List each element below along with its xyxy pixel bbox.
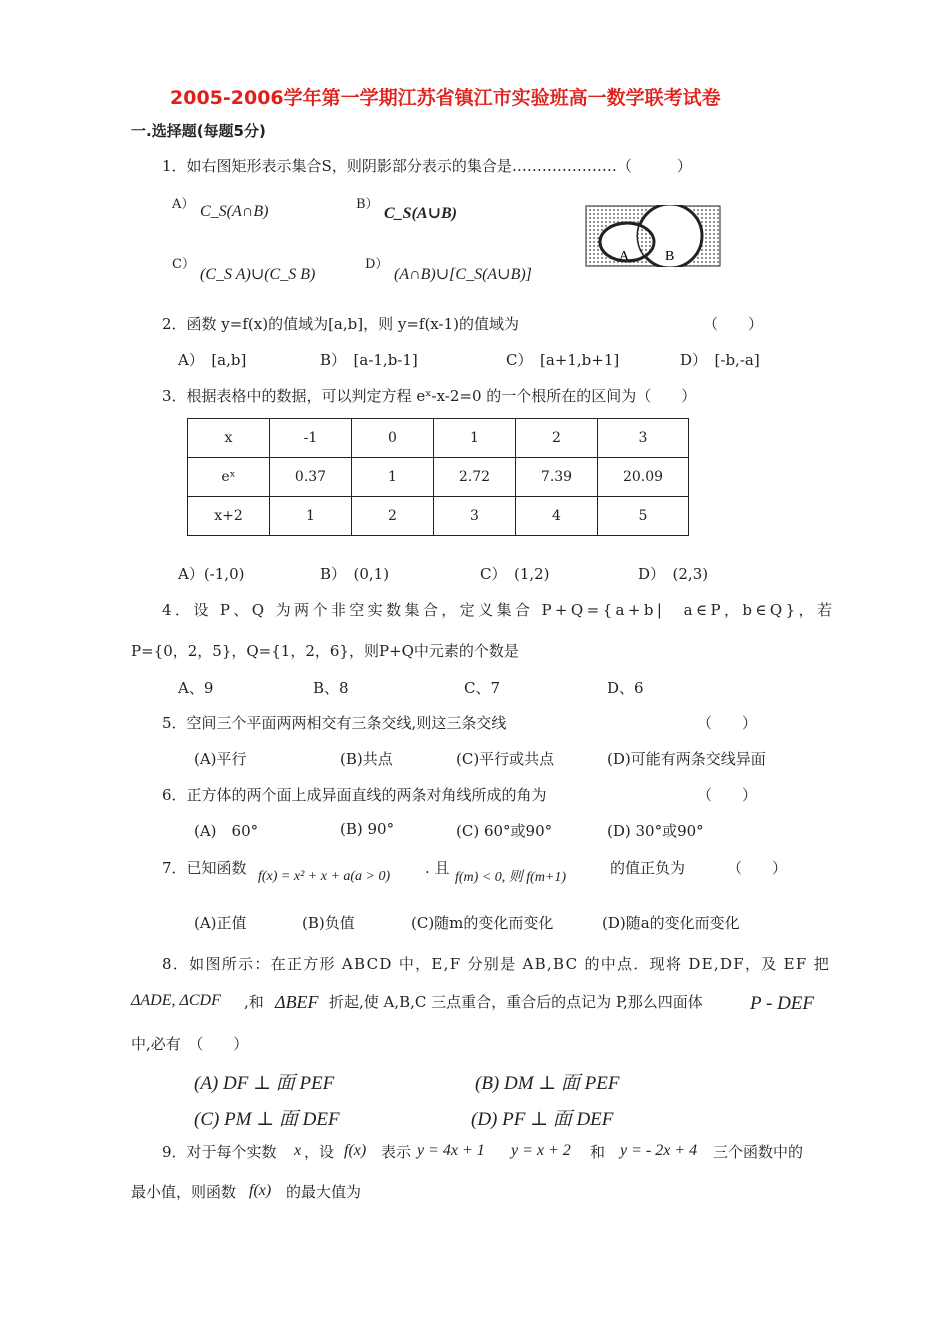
q2-option-b: B） [a-1,b-1]	[320, 351, 418, 369]
q6-option-a: (A) 60°	[194, 822, 259, 840]
venn-label-b: B	[665, 249, 675, 264]
table-cell: -1	[270, 419, 352, 458]
q2-option-d: D） [-b,-a]	[680, 351, 760, 369]
table-cell: 20.09	[598, 458, 689, 497]
q1-label-a: A）	[172, 197, 195, 212]
q1-option-c: (C_S A)∪(C_S B)	[200, 266, 316, 283]
q5-option-d: (D)可能有两条交线异面	[607, 750, 766, 768]
page-title: 2005-2006学年第一学期江苏省镇江市实验班高一数学联考试卷	[170, 87, 721, 109]
q6-option-d: (D) 30°或90°	[607, 822, 704, 840]
q8-option-a: (A) DF ⊥ 面 PEF	[194, 1073, 335, 1094]
q8-option-b: (B) DM ⊥ 面 PEF	[475, 1073, 620, 1094]
q9-x: x	[294, 1142, 302, 1159]
q1-option-b: C_S(A∪B)	[384, 205, 457, 222]
venn-diagram	[585, 205, 721, 267]
q6-paren: （ ）	[697, 786, 758, 804]
q9-represent: 表示	[381, 1143, 412, 1161]
table-cell: eˣ	[188, 458, 270, 497]
table-cell: 2.72	[434, 458, 516, 497]
q7-condition: f(m) < 0, 则 f(m+1)	[455, 870, 567, 885]
q2-paren: （ ）	[703, 315, 764, 333]
table-cell: 5	[598, 497, 689, 536]
q7-mid: . 且	[425, 859, 450, 877]
q1-label-c: C）	[172, 257, 195, 272]
question-6: 6．正方体的两个面上成异面直线的两条对角线所成的角为	[162, 786, 547, 804]
table-cell: x	[188, 419, 270, 458]
table-row	[188, 419, 689, 458]
q8-option-d: (D) PF ⊥ 面 DEF	[471, 1109, 614, 1130]
section-heading: 一.选择题(每题5分)	[131, 122, 266, 140]
q8-triangle-bef: ΔBEF	[275, 992, 319, 1012]
q1-label-b: B）	[356, 197, 379, 212]
q7-paren: （ ）	[727, 859, 788, 877]
q7-suffix: 的值正负为	[610, 859, 686, 877]
table-cell: x+2	[188, 497, 270, 536]
table-cell: 2	[516, 419, 598, 458]
q5-option-b: (B)共点	[340, 750, 393, 768]
q9-function-1: y = 4x + 1	[417, 1142, 485, 1159]
question-8-line1: 8．如图所示：在正方形 ABCD 中，E,F 分别是 AB,BC 的中点．现将 DE,DF，及 EF 把	[162, 955, 830, 973]
question-4-line1: 4．设 P、Q 为两个非空实数集合，定义集合 P+Q={a+b| a∈P，b∈Q}，若	[162, 601, 836, 619]
q8-triangles: ΔADE, ΔCDF	[131, 992, 221, 1009]
q2-option-a: A） [a,b]	[178, 351, 247, 369]
table-cell: 0	[352, 419, 434, 458]
q5-option-a: (A)平行	[194, 750, 247, 768]
q7-option-a: (A)正值	[194, 914, 247, 932]
q2-option-c: C） [a+1,b+1]	[506, 351, 620, 369]
q7-option-d: (D)随a的变化而变化	[602, 914, 740, 932]
table-cell: 1	[270, 497, 352, 536]
q6-option-b: (B) 90°	[340, 820, 395, 838]
q1-option-a: C_S(A∩B)	[200, 203, 269, 220]
venn-label-a: A	[619, 249, 630, 264]
table-cell: 7.39	[516, 458, 598, 497]
q9-max: 的最大值为	[286, 1183, 362, 1201]
question-4-line2: P={0，2，5}，Q={1，2，6}，则P+Q中元素的个数是	[131, 642, 519, 660]
q3-table	[187, 418, 689, 536]
q3-option-b: B） (0,1)	[320, 565, 390, 583]
q7-option-c: (C)随m的变化而变化	[411, 914, 554, 932]
q8-tetrahedron: P - DEF	[750, 993, 815, 1014]
q8-comma: ,和	[244, 993, 264, 1011]
table-row	[188, 497, 689, 536]
q5-paren: （ ）	[697, 714, 758, 732]
q3-option-a: A）(-1,0)	[178, 565, 245, 583]
q9-fx: f(x)	[344, 1142, 367, 1159]
question-2: 2．函数 y=f(x)的值域为[a,b]，则 y=f(x-1)的值域为	[162, 315, 519, 333]
q4-option-d: D、6	[607, 679, 644, 697]
question-3: 3．根据表格中的数据，可以判定方程 eˣ-x-2=0 的一个根所在的区间为（ ）	[162, 387, 697, 405]
table-cell: 0.37	[270, 458, 352, 497]
q9-function-3: y = - 2x + 4	[620, 1142, 698, 1159]
question-1: 1．如右图矩形表示集合S，则阴影部分表示的集合是…………………（ ）	[162, 157, 692, 175]
q4-option-b: B、8	[313, 679, 349, 697]
q9-function-2: y = x + 2	[511, 1142, 571, 1159]
q7-function: f(x) = x² + x + a(a > 0)	[258, 869, 391, 884]
question-9-lead: 9．对于每个实数	[162, 1143, 277, 1161]
question-9-line2: 最小值，则函数	[131, 1183, 237, 1201]
q7-option-b: (B)负值	[302, 914, 355, 932]
q4-option-a: A、9	[178, 679, 214, 697]
q6-option-c: (C) 60°或90°	[456, 822, 553, 840]
table-cell: 1	[352, 458, 434, 497]
q1-label-d: D）	[365, 257, 389, 272]
q9-and: 和	[590, 1143, 606, 1161]
question-7-prefix: 7．已知函数	[162, 859, 247, 877]
table-cell: 2	[352, 497, 434, 536]
table-cell: 3	[434, 497, 516, 536]
q3-option-d: D） (2,3)	[638, 565, 709, 583]
table-cell: 3	[598, 419, 689, 458]
q8-fold-text: 折起,使 A,B,C 三点重合，重合后的点记为 P,那么四面体	[329, 993, 703, 1011]
table-row	[188, 458, 689, 497]
question-8-line3: 中,必有 （ ）	[131, 1035, 249, 1053]
q3-option-c: C） (1,2)	[480, 565, 550, 583]
q1-option-d: (A∩B)∪[C_S(A∪B)]	[394, 266, 532, 283]
question-5: 5．空间三个平面两两相交有三条交线,则这三条交线	[162, 714, 507, 732]
q9-fx-2: f(x)	[249, 1182, 272, 1199]
table-cell: 4	[516, 497, 598, 536]
q4-option-c: C、7	[464, 679, 501, 697]
q5-option-c: (C)平行或共点	[456, 750, 555, 768]
q9-trail: 三个函数中的	[713, 1143, 804, 1161]
table-cell: 1	[434, 419, 516, 458]
q8-option-c: (C) PM ⊥ 面 DEF	[194, 1109, 340, 1130]
q9-set: ，设	[304, 1143, 335, 1161]
